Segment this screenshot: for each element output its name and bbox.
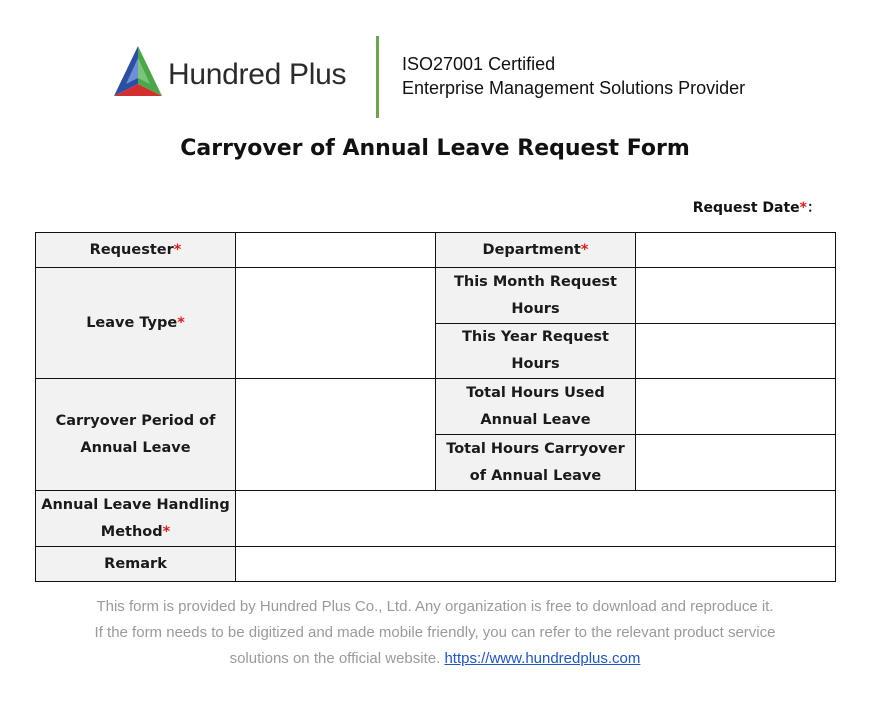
month-request-hours-input[interactable]: [636, 268, 836, 324]
hours-carryover-input[interactable]: [636, 435, 836, 491]
certification-text: [402, 52, 745, 100]
leave-request-table: [35, 232, 836, 582]
brand-name: Hundred Plus: [168, 58, 347, 91]
required-mark: *: [799, 200, 807, 216]
page-header: [110, 36, 790, 118]
header-divider: [376, 36, 379, 118]
footer-line-2: If the form needs to be digitized and made mobile friendly, you can refer to the relevant product service: [94, 624, 776, 641]
remark-input[interactable]: [236, 547, 836, 582]
remark-label: Remark: [36, 547, 236, 582]
request-date-colon: ：: [807, 200, 821, 216]
department-input[interactable]: [636, 233, 836, 268]
handling-method-input[interactable]: [236, 491, 836, 547]
website-link[interactable]: https://www.hundredplus.com: [444, 650, 641, 667]
year-request-hours-label: This Year Request Hours: [436, 324, 636, 379]
cert-line-2: Enterprise Management Solutions Provider: [402, 78, 746, 98]
department-label: Department*: [436, 233, 636, 268]
year-request-hours-input[interactable]: [636, 324, 836, 379]
requester-input[interactable]: [236, 233, 436, 268]
request-date-field[interactable]: [693, 197, 821, 217]
cert-line-1: ISO27001 Certified: [402, 54, 556, 74]
hours-used-input[interactable]: [636, 379, 836, 435]
hours-used-label: Total Hours Used Annual Leave: [436, 379, 636, 435]
requester-label: Requester*: [36, 233, 236, 268]
hours-carryover-label: Total Hours Carryover of Annual Leave: [436, 435, 636, 491]
request-date-label: Request Date: [692, 200, 800, 216]
leave-type-input[interactable]: [236, 268, 436, 379]
footer-line-3: solutions on the official website. https://www.hundredplus.com: [229, 650, 641, 667]
hundred-plus-logo-icon: [110, 44, 166, 100]
leave-type-label: Leave Type*: [36, 268, 236, 379]
footer-notice: [0, 594, 870, 672]
carryover-period-input[interactable]: [236, 379, 436, 491]
form-title: Carryover of Annual Leave Request Form: [180, 136, 690, 161]
handling-method-label: Annual Leave Handling Method*: [36, 491, 236, 547]
footer-line-1: This form is provided by Hundred Plus Co., Ltd. Any organization is free to download and reproduce it.: [96, 598, 774, 615]
carryover-period-label: Carryover Period of Annual Leave: [36, 379, 236, 491]
month-request-hours-label: This Month Request Hours: [436, 268, 636, 324]
